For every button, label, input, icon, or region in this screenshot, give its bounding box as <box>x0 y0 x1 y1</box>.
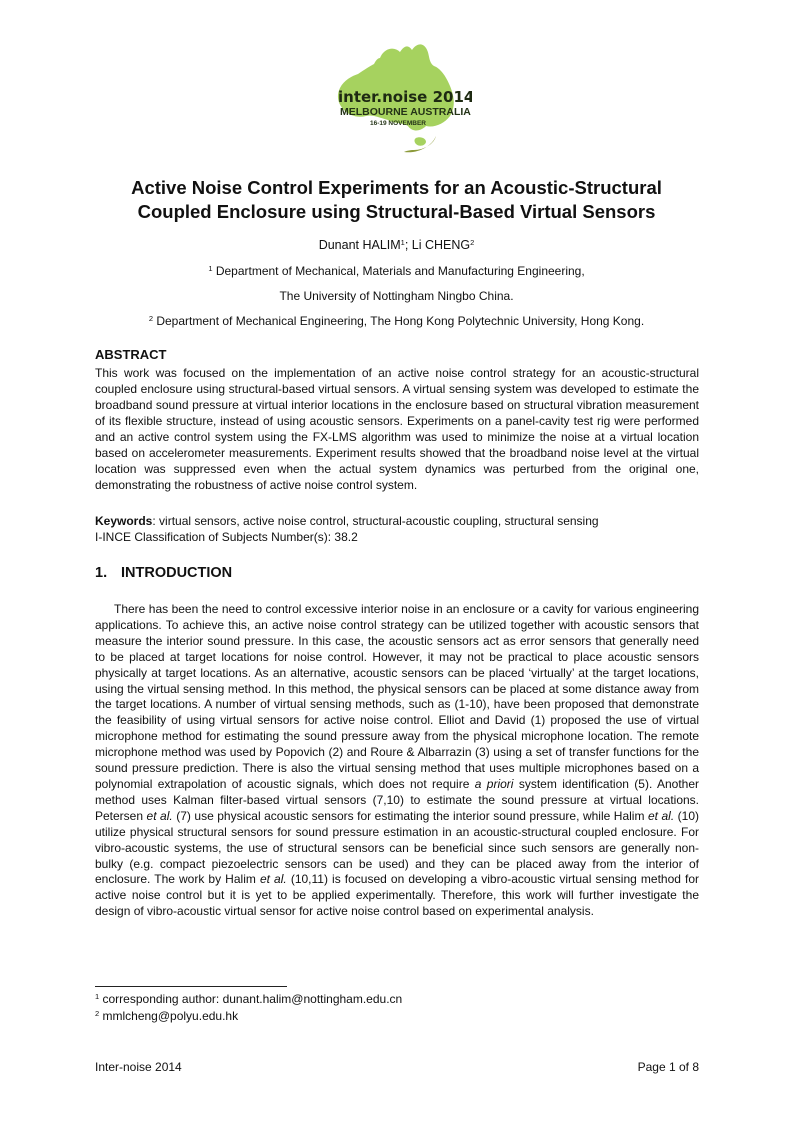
keywords-text: : virtual sensors, active noise control, structural-acoustic coupling, structural sensing <box>152 514 599 528</box>
tasmania-shape <box>415 137 427 146</box>
author-line <box>60 238 733 253</box>
affiliation-2-text: Department of Mechanical Engineering, The Hong Kong Polytechnic University, Hong Kong. <box>153 314 645 328</box>
affiliation-1 <box>60 264 733 279</box>
introduction-paragraph <box>95 602 699 920</box>
footnote-1-sup: 1 <box>95 992 100 1001</box>
footnote-1 <box>95 992 402 1007</box>
author-1-sup: 1 <box>400 238 405 247</box>
logo-dates-text: 16-19 NOVEMBER <box>370 120 426 127</box>
intro-text-d: (10) utilize physical structural sensors for sound pressure estimation in an acoustic-structural coupled enclosure. For vibro-acoustic systems, the use of structural sensors can be beneficial since such sensors are generally non-bulky (e.g. compact piezoelectric sensors can be used) and they can be placed away from the interior of enclosure. The work by Halim <box>95 808 699 887</box>
footer-conference: Inter-noise 2014 <box>95 1060 182 1074</box>
conference-logo <box>322 40 472 162</box>
author-separator: ; <box>404 238 412 252</box>
intro-italic-et-al-3: et al. <box>259 872 287 887</box>
keywords-line <box>95 513 699 529</box>
section-heading <box>95 564 232 582</box>
author-1-name: Dunant HALIM <box>318 238 401 252</box>
intro-italic-et-al-1: et al. <box>146 808 173 823</box>
paper-title-line2: Coupled Enclosure using Structural-Based Virtual Sensors <box>137 201 656 222</box>
intro-italic-et-al-2: et al. <box>647 808 675 823</box>
intro-text-c: (7) use physical acoustic sensors for estimating the interior sound pressure, while Halim <box>172 808 648 823</box>
footnote-1-text: corresponding author: dunant.halim@nottingham.edu.cn <box>99 992 403 1006</box>
intro-text-a: There has been the need to control excessive interior noise in an enclosure or a cavity for various engineering applications. To achieve this, an active noise control strategy can be utilized together with acoustic sensors that measure the interior sound pressure. In this case, the acoustic sensors act as error sensors that generally need to be placed at target locations for noise control. However, it may not be practical to place acoustic sensors physically at target locations. As an alternative, acoustic sensors can be placed ‘virtually’ at the target locations, using the virtual sensing method. In this method, the physical sensors can be placed at some distance away from the target locations. A number of virtual sensing methods, such as (1-10), have been proposed that demonstrate the feasibility of using virtual sensors for active noise control. Elliot and David (1) proposed the use of virtual microphone method for estimating the sound pressure away from the physical microphone location. The remote microphone method was used by Popovich (2) and Roure & Albarrazin (3) using a set of transfer functions for the sound pressure prediction. There is also the virtual sensing method that uses multiple microphones based on a polynomial extrapolation of acoustic signals, which does not require <box>95 602 699 791</box>
australia-map-logo <box>322 40 472 162</box>
section-title: INTRODUCTION <box>121 565 233 581</box>
affiliation-1-sup: 1 <box>208 264 213 273</box>
affiliation-2 <box>60 314 733 329</box>
classification-line: I-INCE Classification of Subjects Number(s): 38.2 <box>95 530 358 544</box>
author-2-sup: 2 <box>470 238 475 247</box>
section-number: 1. <box>95 565 108 581</box>
footer-page-number: Page 1 of 8 <box>637 1060 699 1074</box>
logo-event-text: inter.noise 2014 <box>338 88 472 106</box>
affiliation-1-line2: The University of Nottingham Ningbo China. <box>279 289 514 303</box>
intro-italic-a-priori: a priori <box>474 776 514 791</box>
abstract-text: This work was focused on the implementation of an active noise control strategy for an acoustic-structural coupled enclosure using structural-based virtual sensors. A virtual sensing system was developed to estimate the broadband sound pressure at virtual interior locations in the enclosure based on structural vibration measurement of its flexible structure, instead of using acoustic sensors. Experiments on a panel-cavity test rig were performed and an active control system using the FX-LMS algorithm was used to minimize the noise at a virtual location based on accelerometer measurements. Experiment results showed that the broadband noise level at the virtual location was suppressed even when the actual system dynamics was perturbed from the original one, demonstrating the robustness of active noise control system. <box>95 366 699 492</box>
logo-location-text: MELBOURNE AUSTRALIA <box>340 106 471 118</box>
author-2-name: Li CHENG <box>411 238 471 252</box>
intro-text-e: (10,11) is focused on developing a vibro-acoustic virtual sensing method for active noise control but it is yet to be applied experimentally. Therefore, this work will further investigate the design of vibro-acoustic virtual sensor for active noise control based on experimental analysis. <box>95 872 700 919</box>
footnote-2-sup: 2 <box>95 1009 100 1018</box>
paper-title-line1: Active Noise Control Experiments for an Acoustic-Structural <box>131 177 662 198</box>
abstract-heading: ABSTRACT <box>95 347 167 362</box>
keywords-label: Keywords <box>95 514 153 528</box>
intro-text-b: system identification (5). Another method uses Kalman filter-based virtual sensors (7,10) to estimate the sound pressure at virtual locations. Petersen <box>95 776 699 823</box>
footnote-2-text: mmlcheng@polyu.edu.hk <box>99 1009 239 1023</box>
affiliation-1-text: Department of Mechanical, Materials and Manufacturing Engineering, <box>212 264 585 278</box>
footnote-2 <box>95 1009 238 1024</box>
affiliation-2-sup: 2 <box>148 314 153 323</box>
footnote-divider <box>95 986 287 987</box>
